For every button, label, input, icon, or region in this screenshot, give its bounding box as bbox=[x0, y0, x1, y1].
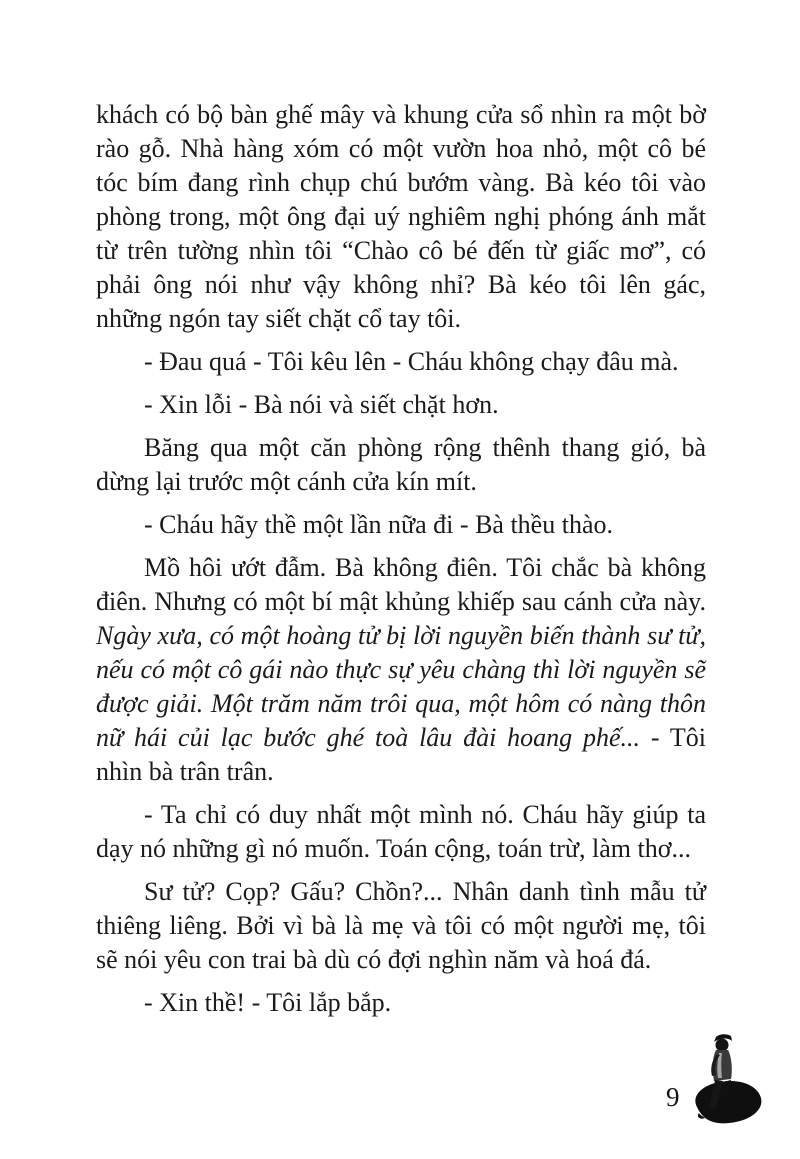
story-text: - Ta chỉ có duy nhất một mình nó. Cháu hãy giúp ta dạy nó những gì nó muốn. Toán cộng, toán trừ, làm thơ... bbox=[96, 800, 706, 863]
paragraph bbox=[96, 508, 706, 542]
story-text: - Xin thề! - Tôi lắp bắp. bbox=[144, 988, 392, 1017]
body-text bbox=[96, 98, 706, 1020]
paragraph bbox=[96, 98, 706, 336]
story-text: Sư tử? Cọp? Gấu? Chồn?... Nhân danh tình mẫu tử thiêng liêng. Bởi vì bà là mẹ và tôi có một người mẹ, tôi sẽ nói yêu con trai bà dù có đợi nghìn năm và hoá đá. bbox=[96, 877, 706, 974]
story-text: - Xin lỗi - Bà nói và siết chặt hơn. bbox=[144, 390, 499, 419]
paragraph bbox=[96, 345, 706, 379]
story-text: Băng qua một căn phòng rộng thênh thang gió, bà dừng lại trước một cánh cửa kín mít. bbox=[96, 433, 706, 496]
page-number: 9 bbox=[666, 1082, 680, 1112]
child-on-rock-illustration bbox=[686, 1033, 762, 1127]
story-italic-text: Ngày xưa, có một hoàng tử bị lời nguyền biến thành sư tử, nếu có một cô gái nào thực sự yêu chàng thì lời nguyền sẽ được giải. Một trăm năm trôi qua, một hôm có nàng thôn nữ hái củi lạc bước ghé toà lâu đài hoang phế... bbox=[96, 621, 706, 752]
paragraph bbox=[96, 431, 706, 499]
story-text: - Cháu hãy thề một lần nữa đi - Bà thều thào. bbox=[144, 510, 613, 539]
paragraph bbox=[96, 551, 706, 789]
story-text: Mồ hôi ướt đẫm. Bà không điên. Tôi chắc bà không điên. Nhưng có một bí mật khủng khiếp sau cánh cửa này. bbox=[96, 553, 706, 616]
paragraph bbox=[96, 875, 706, 977]
paragraph bbox=[96, 986, 706, 1020]
story-text: - Tôi nhìn bà trân trân. bbox=[96, 723, 707, 786]
paragraph bbox=[96, 388, 706, 422]
story-text: khách có bộ bàn ghế mây và khung cửa sổ nhìn ra một bờ rào gỗ. Nhà hàng xóm có một vườn hoa nhỏ, một cô bé tóc bím đang rình chụp chú bướm vàng. Bà kéo tôi vào phòng trong, một ông đại uý nghiêm nghị phóng ánh mắt từ trên tường nhìn tôi “Chào cô bé đến từ giấc mơ”, có phải ông nói như vậy không nhỉ? Bà kéo tôi lên gác, những ngón tay siết chặt cổ tay tôi. bbox=[96, 100, 706, 333]
story-text: - Đau quá - Tôi kêu lên - Cháu không chạy đâu mà. bbox=[144, 347, 679, 376]
paragraph bbox=[96, 798, 706, 866]
